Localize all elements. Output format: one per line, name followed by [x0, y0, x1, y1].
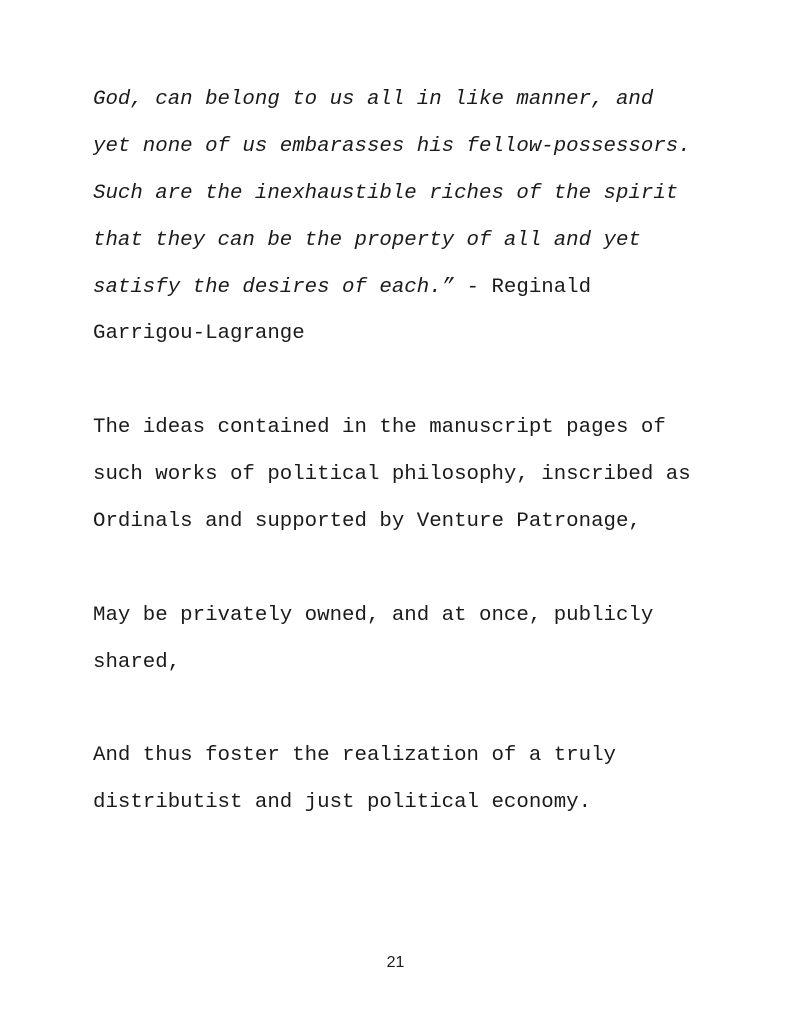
text-line: [93, 733, 733, 780]
text-line: [93, 499, 733, 546]
text-line: [93, 452, 733, 499]
paragraph: [93, 405, 733, 546]
text-line: [93, 265, 733, 312]
body-text-segment: May be privately owned, and at once, publicly: [93, 603, 654, 627]
text-line: [93, 640, 733, 687]
page-number: 21: [386, 954, 405, 971]
quote-text-segment: satisfy the desires of each.”: [93, 275, 455, 299]
body-text-segment: And thus foster the realization of a truly: [93, 744, 616, 768]
quote-text-segment: that they can be the property of all and yet: [93, 228, 641, 252]
text-line: [93, 780, 733, 827]
body-text-segment: shared,: [93, 650, 181, 674]
body-text-segment: Ordinals and supported by Venture Patronage,: [93, 510, 641, 534]
text-line: [93, 171, 733, 218]
body-text-segment: Garrigou-Lagrange: [93, 322, 305, 346]
text-line: [93, 593, 733, 640]
text-block: [93, 77, 733, 874]
text-line: [93, 311, 733, 358]
body-text-segment: The ideas contained in the manuscript pages of: [93, 416, 666, 440]
paragraph: [93, 77, 733, 358]
body-text-segment: - Reginald: [454, 275, 592, 299]
paragraph: [93, 593, 733, 687]
quote-text-segment: Such are the inexhaustible riches of the spirit: [93, 181, 679, 205]
text-line: [93, 124, 733, 171]
quote-text-segment: yet none of us embarasses his fellow-possessors.: [93, 134, 691, 158]
text-line: [93, 405, 733, 452]
text-line: [93, 218, 733, 265]
quote-text-segment: God, can belong to us all in like manner, and: [93, 88, 654, 111]
body-text-segment: such works of political philosophy, inscribed as: [93, 463, 691, 487]
text-line: [93, 77, 733, 124]
body-text-segment: distributist and just political economy.: [93, 791, 592, 815]
paragraph: [93, 733, 733, 827]
